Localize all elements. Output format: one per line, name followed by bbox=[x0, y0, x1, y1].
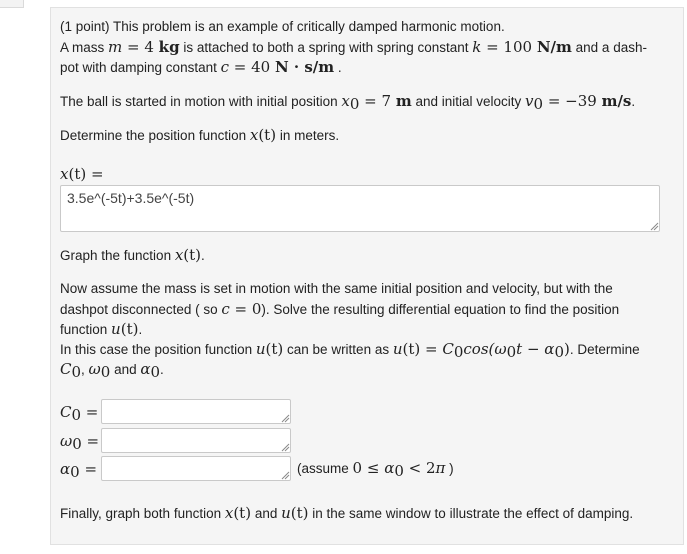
alpha0-input[interactable] bbox=[101, 456, 291, 481]
problem-intro: (1 point) This problem is an example of critically damped harmonic motion. bbox=[60, 19, 505, 34]
alpha-range-note: (assume $0 \le \alpha_0 < 2\pi$ ) bbox=[297, 459, 454, 480]
position-function-input[interactable] bbox=[60, 185, 660, 232]
omega0-label: $\omega_0$ = bbox=[60, 432, 100, 453]
omega0-input[interactable] bbox=[101, 428, 291, 453]
undamped-para-line-1: Now assume the mass is set in motion with the same initial position and velocity, but with the bbox=[60, 281, 613, 296]
problem-panel bbox=[50, 7, 684, 545]
final-instruction: Finally, graph both function x(t) and u(t) in the same window to illustrate the effect of damping. bbox=[60, 504, 634, 522]
alpha0-label: $\alpha_0$ = bbox=[60, 460, 98, 481]
c0-input[interactable] bbox=[101, 399, 291, 424]
initial-conditions-line: The ball is started in motion with initial position $x_0 = 7$ m and initial velocity $v_0 = -39$ m/s. bbox=[60, 92, 636, 113]
undamped-para-line-4: In this case the position function u(t) can be written as $u(t) = C_0\cos(\omega_0t - \alpha_0)$. Determine bbox=[60, 340, 640, 361]
sidebar-tab-edge bbox=[0, 0, 24, 8]
c0-label: $C_0$ = bbox=[60, 403, 99, 424]
points-label: (1 point) bbox=[60, 19, 110, 34]
determine-position-line: Determine the position function x(t) in meters. bbox=[60, 126, 340, 144]
graph-instruction: Graph the function x(t). bbox=[60, 246, 205, 264]
answer-label: x(t) = bbox=[60, 165, 104, 183]
mass-spring-line: A mass m = 4 kg is attached to both a spring with spring constant k = 100 N/m and a dash- bbox=[60, 38, 647, 56]
damping-line: pot with damping constant c = 40 N · s/m . bbox=[60, 58, 342, 76]
undamped-para-line-3: function u(t). bbox=[60, 320, 143, 338]
undamped-para-line-2: dashpot disconnected ( so c = 0). Solve the resulting differential equation to find the position bbox=[60, 300, 620, 318]
undamped-para-line-5: $C_0$, $\omega_0$ and $\alpha_0$. bbox=[60, 360, 164, 381]
